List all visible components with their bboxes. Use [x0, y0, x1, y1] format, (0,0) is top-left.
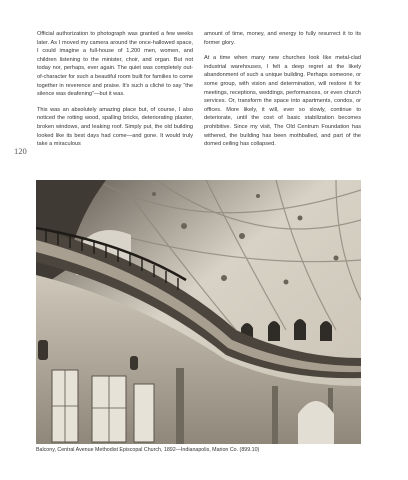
paragraph: Official authorization to photograph was granted a few weeks later. As I moved my camera around the once-hallowed space, I could imagine a full-house of 1,200 men, women, and children listening to the minister, choir, and organ. But not today nor, perhaps, ever again. The quiet was completely out-of-character for such a beautiful room built for families to come together in reverence and praise. It's such a cliché to say “the silence was deafening”—but it was. — [37, 31, 193, 98]
paragraph: amount of time, money, and energy to fully resurrect it to its former glory. — [204, 31, 361, 46]
paragraph: At a time when many new churches look like metal-clad industrial warehouses, I felt a deep regret at the likely abandonment of such a unique building. Perhaps someone, or some group, with vision and determination, will restore it for meetings, receptions, weddings, performances, or even church services. Or, transform the space into apartments, condos, or offices. More likely, it will, ever so slowly, continue to deteriorate, until the cost of basic stabilization becomes prohibitive. Since my visit, The Old Centrum Foundation has withered, the building has been mothballed, and part of the domed ceiling has collapsed. — [204, 55, 361, 148]
photo-caption: Balcony, Central Avenue Methodist Episcopal Church, 1892—Indianapolis, Marion Co. (899.10) — [36, 447, 260, 453]
paragraph: This was an absolutely amazing place but, of course, I also noticed the rotting wood, spalling bricks, deteriorating plaster, broken windows, and leaking roof. Simply put, the old building looked like its best days had come—and gone. It would truly take a miraculous — [37, 106, 193, 148]
church-balcony-photo — [36, 180, 361, 444]
page-number: 120 — [14, 146, 27, 156]
right-text-column — [204, 30, 361, 156]
left-text-column — [37, 30, 193, 156]
